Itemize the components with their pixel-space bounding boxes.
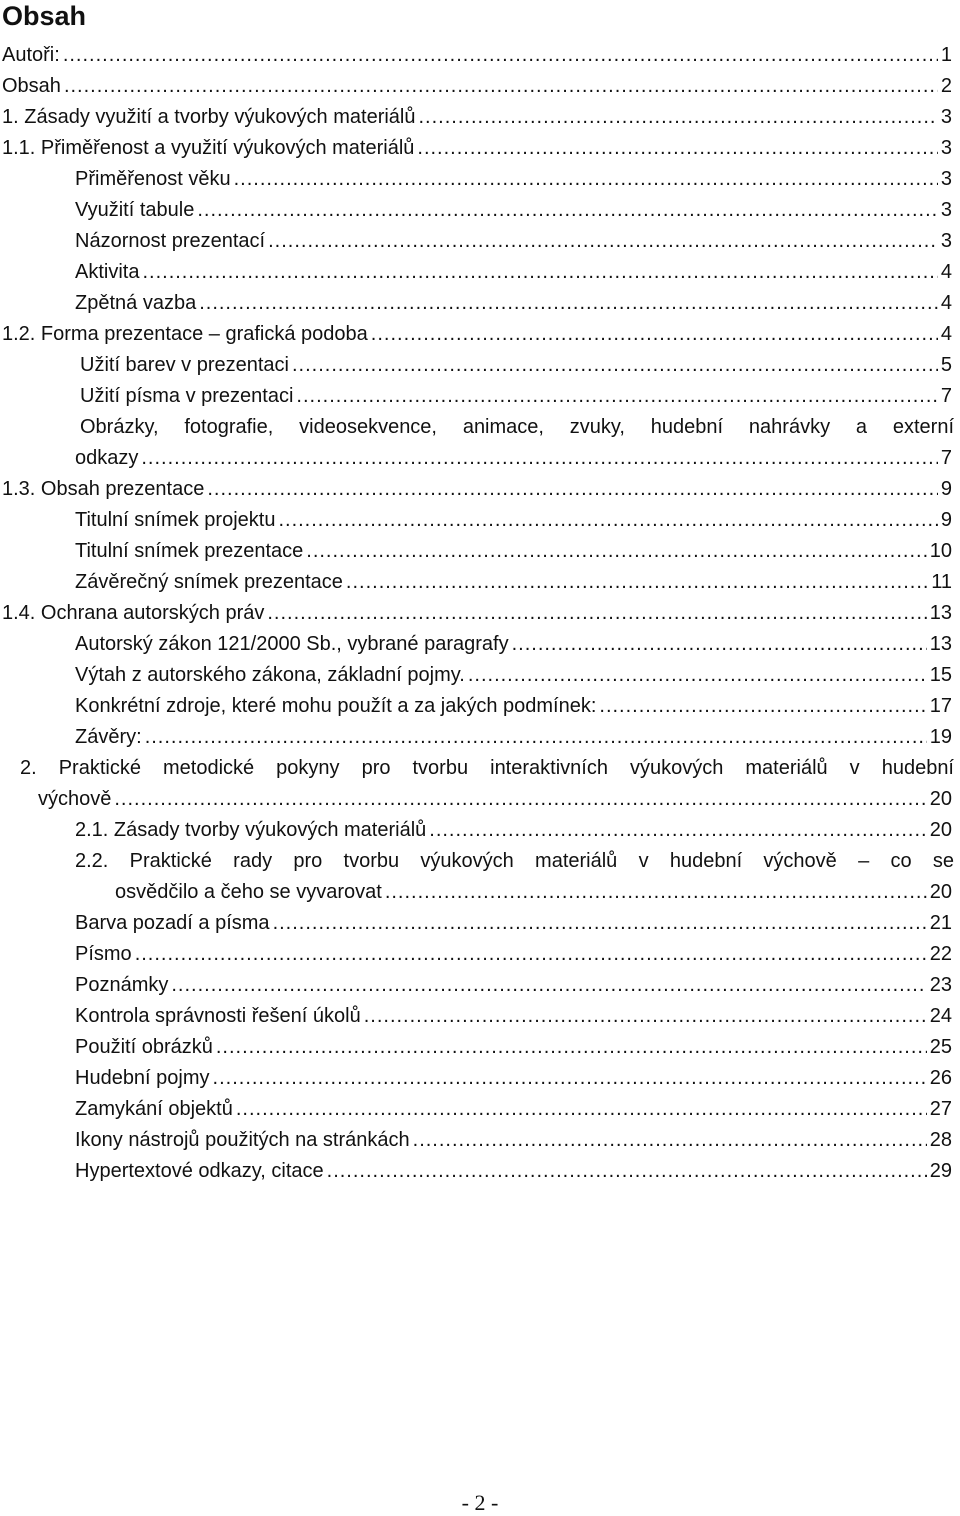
toc-entry-label: Poznámky xyxy=(75,974,169,996)
toc-entry-pismo[interactable] xyxy=(75,939,952,970)
toc-entry-uziti-barev[interactable] xyxy=(80,350,952,381)
toc-entry-page: 13 xyxy=(929,602,952,624)
toc-entry-page: 23 xyxy=(929,974,952,996)
toc-entry-chapter-2[interactable] xyxy=(20,753,954,815)
toc-entry-label: Titulní snímek projektu xyxy=(75,509,276,531)
toc-entry-titulni-snimek-prezentace[interactable] xyxy=(75,536,952,567)
toc-leader-dots xyxy=(141,443,938,474)
toc-entry-page: 13 xyxy=(929,633,952,655)
toc-leader-dots xyxy=(346,567,928,598)
toc-entry-label: Barva pozadí a písma xyxy=(75,912,270,934)
toc-entry-label: 1.2. Forma prezentace – grafická podoba xyxy=(2,323,368,345)
toc-leader-dots xyxy=(171,970,926,1001)
toc-entry-page: 9 xyxy=(940,478,952,500)
toc-entry-section-1-2[interactable] xyxy=(2,319,952,350)
toc-entry-page: 3 xyxy=(940,230,952,252)
toc-entry-autori[interactable] xyxy=(2,40,952,71)
toc-leader-dots xyxy=(216,1032,927,1063)
toc-leader-dots xyxy=(234,164,938,195)
toc-entry-label: Užití barev v prezentaci xyxy=(80,354,289,376)
toc-leader-dots xyxy=(327,1156,927,1187)
toc-leader-dots xyxy=(64,71,938,102)
toc-entry-page: 4 xyxy=(940,323,952,345)
toc-entry-uziti-pisma[interactable] xyxy=(80,381,952,412)
toc-leader-dots xyxy=(63,40,938,71)
toc-entry-label: Obrázky, fotografie, videosekvence, animace, zvuky, hudební nahrávky a externí xyxy=(80,416,954,438)
toc-entry-label: 2.2. Praktické rady pro tvorbu výukových materiálů v hudební výchově – co se xyxy=(75,850,954,872)
toc-entry-section-2-1[interactable] xyxy=(75,815,952,846)
toc-leader-dots xyxy=(468,660,927,691)
toc-entry-page: 22 xyxy=(929,943,952,965)
toc-leader-dots xyxy=(213,1063,927,1094)
toc-entry-poznamky[interactable] xyxy=(75,970,952,1001)
toc-entry-label: Závěry: xyxy=(75,726,142,748)
toc-entry-vytah-z-zakona[interactable] xyxy=(75,660,952,691)
toc-entry-section-1-4[interactable] xyxy=(2,598,952,629)
toc-leader-dots xyxy=(135,939,927,970)
toc-entry-page: 20 xyxy=(929,881,952,903)
toc-leader-dots xyxy=(268,226,938,257)
toc-entry-label: Zpětná vazba xyxy=(75,292,197,314)
toc-entry-label: Hypertextové odkazy, citace xyxy=(75,1160,324,1182)
toc-entry-page: 24 xyxy=(929,1005,952,1027)
toc-entry-label: 1.3. Obsah prezentace xyxy=(2,478,205,500)
toc-entry-label: Autorský zákon 121/2000 Sb., vybrané paragrafy xyxy=(75,633,509,655)
toc-leader-dots xyxy=(413,1125,927,1156)
toc-entry-page: 20 xyxy=(929,788,952,810)
toc-entry-page: 17 xyxy=(929,695,952,717)
toc-leader-dots xyxy=(429,815,926,846)
toc-leader-dots xyxy=(267,598,926,629)
toc-entry-label-continued: výchově xyxy=(38,788,112,810)
toc-entry-label: Využití tabule xyxy=(75,199,195,221)
toc-entry-page: 9 xyxy=(940,509,952,531)
toc-leader-dots xyxy=(371,319,938,350)
toc-entry-page: 11 xyxy=(931,571,952,593)
toc-entry-nazornost-prezentaci[interactable] xyxy=(75,226,952,257)
toc-entry-vyuziti-tabule[interactable] xyxy=(75,195,952,226)
toc-entry-hudebni-pojmy[interactable] xyxy=(75,1063,952,1094)
toc-entry-label: Závěrečný snímek prezentace xyxy=(75,571,343,593)
toc-entry-label: 2. Praktické metodické pokyny pro tvorbu interaktivních výukových materiálů v hudební xyxy=(20,757,954,779)
toc-entry-label: Písmo xyxy=(75,943,132,965)
toc-entry-obsah[interactable] xyxy=(2,71,952,102)
toc-entry-section-2-2[interactable] xyxy=(75,846,954,908)
toc-leader-dots xyxy=(199,288,938,319)
toc-entry-barva-pozadi[interactable] xyxy=(75,908,952,939)
toc-leader-dots xyxy=(278,505,937,536)
toc-entry-page: 29 xyxy=(929,1160,952,1182)
toc-entry-page: 15 xyxy=(929,664,952,686)
toc-entry-label: Kontrola správnosti řešení úkolů xyxy=(75,1005,361,1027)
toc-entry-zavery[interactable] xyxy=(75,722,952,753)
page-title: Obsah xyxy=(2,1,87,31)
toc-leader-dots xyxy=(273,908,927,939)
toc-entry-pouziti-obrazku[interactable] xyxy=(75,1032,952,1063)
toc-entry-label: Obsah xyxy=(2,75,61,97)
toc-entry-page: 28 xyxy=(929,1129,952,1151)
toc-entry-konkretni-zdroje[interactable] xyxy=(75,691,952,722)
toc-leader-dots xyxy=(207,474,938,505)
toc-entry-label: Užití písma v prezentaci xyxy=(80,385,294,407)
toc-entry-ikony-nastroju[interactable] xyxy=(75,1125,952,1156)
toc-entry-label: Výtah z autorského zákona, základní pojmy. xyxy=(75,664,465,686)
toc-entry-page: 3 xyxy=(940,168,952,190)
toc-leader-dots xyxy=(419,102,938,133)
toc-entry-label: Použití obrázků xyxy=(75,1036,213,1058)
toc-entry-label: 1. Zásady využití a tvorby výukových materiálů xyxy=(2,106,416,128)
toc-leader-dots xyxy=(114,784,926,815)
toc-entry-page: 3 xyxy=(940,199,952,221)
toc-entry-label: 2.1. Zásady tvorby výukových materiálů xyxy=(75,819,427,841)
toc-entry-page: 7 xyxy=(940,385,952,407)
toc-entry-label: Konkrétní zdroje, které mohu použít a za jakých podmínek: xyxy=(75,695,597,717)
toc-entry-label: 1.1. Přiměřenost a využití výukových materiálů xyxy=(2,137,415,159)
toc-entry-label: Ikony nástrojů použitých na stránkách xyxy=(75,1129,410,1151)
toc-entry-chapter-1[interactable] xyxy=(2,102,952,133)
toc-leader-dots xyxy=(292,350,938,381)
toc-entry-page: 7 xyxy=(940,447,952,469)
toc-entry-page: 5 xyxy=(940,354,952,376)
toc-entry-label: Hudební pojmy xyxy=(75,1067,210,1089)
toc-entry-zamykani-objektu[interactable] xyxy=(75,1094,952,1125)
toc-leader-dots xyxy=(306,536,926,567)
toc-entry-label: Autoři: xyxy=(2,44,60,66)
toc-leader-dots xyxy=(364,1001,927,1032)
toc-entry-page: 26 xyxy=(929,1067,952,1089)
toc-entry-page: 1 xyxy=(940,44,952,66)
toc-entry-page: 4 xyxy=(940,292,952,314)
toc-entry-page: 19 xyxy=(929,726,952,748)
toc-entry-page: 4 xyxy=(940,261,952,283)
toc-entry-page: 3 xyxy=(940,106,952,128)
toc-entry-section-1-1[interactable] xyxy=(2,133,952,164)
toc-entry-page: 3 xyxy=(940,137,952,159)
toc-leader-dots xyxy=(296,381,937,412)
toc-entry-page: 20 xyxy=(929,819,952,841)
toc-entry-label-continued: odkazy xyxy=(75,447,139,469)
table-of-contents xyxy=(0,40,960,1187)
toc-entry-autorsky-zakon[interactable] xyxy=(75,629,952,660)
toc-entry-obrazky[interactable] xyxy=(75,412,954,474)
toc-entry-label: Aktivita xyxy=(75,261,140,283)
toc-entry-aktivita[interactable] xyxy=(75,257,952,288)
toc-entry-page: 27 xyxy=(929,1098,952,1120)
toc-leader-dots xyxy=(197,195,938,226)
toc-leader-dots xyxy=(142,257,937,288)
toc-leader-dots xyxy=(512,629,927,660)
toc-leader-dots xyxy=(385,877,927,908)
page-number-footer: - 2 - xyxy=(461,1490,499,1515)
toc-entry-label: Názornost prezentací xyxy=(75,230,266,252)
toc-leader-dots xyxy=(599,691,926,722)
toc-entry-label: Přiměřenost věku xyxy=(75,168,231,190)
toc-leader-dots xyxy=(145,722,927,753)
toc-entry-label: Zamykání objektů xyxy=(75,1098,233,1120)
toc-entry-label: Titulní snímek prezentace xyxy=(75,540,304,562)
toc-entry-zaverecny-snimek[interactable] xyxy=(75,567,952,598)
toc-entry-titulni-snimek-projektu[interactable] xyxy=(75,505,952,536)
toc-entry-page: 25 xyxy=(929,1036,952,1058)
toc-entry-primerenost-veku[interactable] xyxy=(75,164,952,195)
toc-entry-hypertextove-odkazy[interactable] xyxy=(75,1156,952,1187)
toc-entry-label: 1.4. Ochrana autorských práv xyxy=(2,602,265,624)
toc-entry-page: 21 xyxy=(929,912,952,934)
toc-leader-dots xyxy=(236,1094,927,1125)
toc-entry-section-1-3[interactable] xyxy=(2,474,952,505)
toc-entry-page: 2 xyxy=(940,75,952,97)
toc-entry-page: 10 xyxy=(929,540,952,562)
toc-entry-kontrola-spravnosti[interactable] xyxy=(75,1001,952,1032)
toc-entry-label-continued: osvědčilo a čeho se vyvarovat xyxy=(115,881,382,903)
toc-leader-dots xyxy=(417,133,937,164)
toc-entry-zpetna-vazba[interactable] xyxy=(75,288,952,319)
